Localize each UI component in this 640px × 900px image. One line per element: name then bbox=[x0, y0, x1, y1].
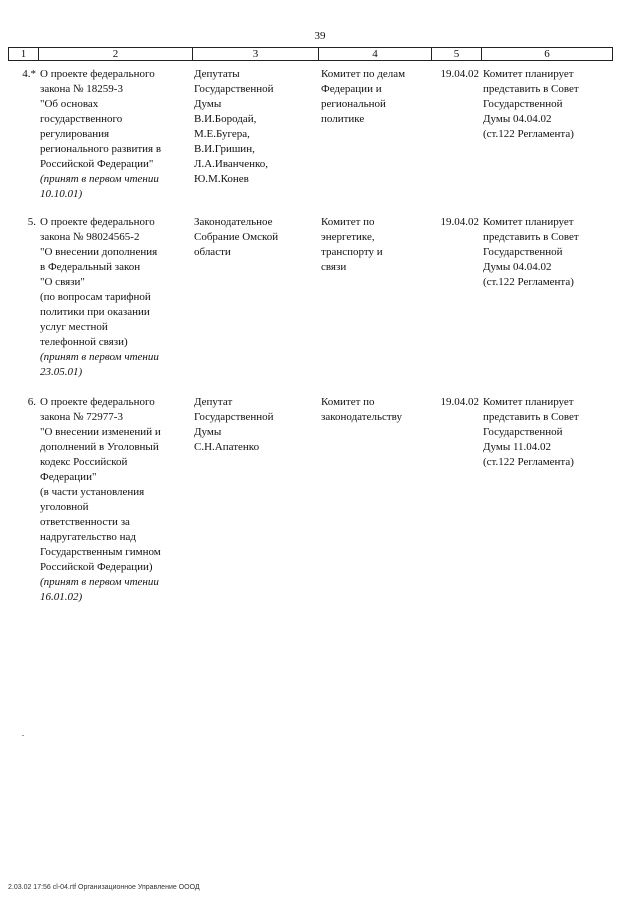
committee-plan-line: представить в Совет bbox=[483, 411, 579, 423]
bill-title-line: регионального развития в bbox=[40, 143, 162, 155]
bill-title-line: Государственным гимном bbox=[40, 546, 161, 558]
bill-title-line: О проекте федерального bbox=[40, 68, 155, 80]
committee-plan-line: представить в Совет bbox=[483, 231, 579, 243]
initiator-line: области bbox=[194, 246, 231, 258]
initiator-line: Думы bbox=[194, 426, 222, 438]
column-header-2: 2 bbox=[39, 48, 193, 61]
scan-mark bbox=[22, 735, 24, 736]
initiator bbox=[194, 395, 316, 455]
committee-plan-line: Думы 04.04.02 bbox=[483, 113, 552, 125]
column-header-1: 1 bbox=[9, 48, 39, 61]
bill-title-line: "Об основах bbox=[40, 98, 99, 110]
responsible-committee-line: связи bbox=[321, 261, 347, 273]
committee-plan-line: Государственной bbox=[483, 246, 563, 258]
bill-title-line: в Федеральный закон bbox=[40, 261, 141, 273]
bill-title-line: Федерации" bbox=[40, 471, 97, 483]
bill-title-line: закона № 18259-3 bbox=[40, 83, 123, 95]
initiator-line: Государственной bbox=[194, 83, 274, 95]
responsible-committee-line: Комитет по bbox=[321, 396, 375, 408]
row-number: 4.* bbox=[22, 68, 36, 80]
bill-title-line: надругательство над bbox=[40, 531, 136, 543]
initiator-line: Собрание Омской bbox=[194, 231, 279, 243]
responsible-committee-line: транспорту и bbox=[321, 246, 383, 258]
bill-title-line: (по вопросам тарифной bbox=[40, 291, 151, 303]
row-number: 6. bbox=[27, 396, 36, 408]
responsible-committee-line: политике bbox=[321, 113, 365, 125]
bill-title-line: государственного bbox=[40, 113, 123, 125]
file-footer: 2.03.02 17:56 cl-04.rtf Организационное Управление ОООД bbox=[8, 884, 200, 891]
initiator-line: Законодательное bbox=[194, 216, 273, 228]
committee-plan-line: Комитет планирует bbox=[483, 396, 574, 408]
column-header-3: 3 bbox=[193, 48, 319, 61]
bill-title-line: дополнений в Уголовный bbox=[40, 441, 159, 453]
bill-title-line: (в части установления bbox=[40, 486, 145, 498]
initiator-line: Думы bbox=[194, 98, 222, 110]
initiator-line: Депутат bbox=[194, 396, 233, 408]
initiator-line: С.Н.Апатенко bbox=[194, 441, 260, 453]
committee-plan-line: Думы 11.04.02 bbox=[483, 441, 552, 453]
bill-title-line: Российской Федерации" bbox=[40, 158, 154, 170]
bill-title-line: О проекте федерального bbox=[40, 396, 155, 408]
bill-title-line: О проекте федерального bbox=[40, 216, 155, 228]
submission-date: 19.04.02 bbox=[440, 396, 479, 408]
bill-title-line: "О внесении изменений и bbox=[40, 426, 161, 438]
committee-plan-line: (ст.122 Регламента) bbox=[483, 128, 574, 140]
bill-title bbox=[40, 215, 190, 380]
reading-status-line: 23.05.01) bbox=[40, 366, 83, 378]
bill-title-line: Российской Федерации) bbox=[40, 561, 153, 573]
initiator-line: Депутаты bbox=[194, 68, 240, 80]
reading-status-line: (принят в первом чтении bbox=[40, 351, 159, 363]
bill-title-line: "О связи" bbox=[40, 276, 85, 288]
reading-status-line: 10.10.01) bbox=[40, 188, 83, 200]
initiator-line: Государственной bbox=[194, 411, 274, 423]
column-header-row bbox=[9, 48, 613, 61]
initiator bbox=[194, 215, 316, 260]
bill-title-line: ответственности за bbox=[40, 516, 130, 528]
bill-title-line: политики при оказании bbox=[40, 306, 150, 318]
responsible-committee-line: энергетике, bbox=[321, 231, 375, 243]
responsible-committee-line: Федерации и bbox=[321, 83, 382, 95]
committee-plan-line: Комитет планирует bbox=[483, 68, 574, 80]
submission-date: 19.04.02 bbox=[440, 216, 479, 228]
bill-title-line: уголовной bbox=[40, 501, 89, 513]
committee-plan-line: Государственной bbox=[483, 426, 563, 438]
submission-date: 19.04.02 bbox=[440, 68, 479, 80]
bill-title-line: услуг местной bbox=[40, 321, 108, 333]
bill-title-line: закона № 98024565-2 bbox=[40, 231, 140, 243]
committee-plan-line: Государственной bbox=[483, 98, 563, 110]
responsible-committee-line: Комитет по bbox=[321, 216, 375, 228]
responsible-committee-line: Комитет по делам bbox=[321, 68, 406, 80]
committee-plan-line: Думы 04.04.02 bbox=[483, 261, 552, 273]
initiator-line: В.И.Бородай, bbox=[194, 113, 257, 125]
column-header-6: 6 bbox=[482, 48, 613, 61]
responsible-committee-line: региональной bbox=[321, 98, 386, 110]
bill-title-line: закона № 72977-3 bbox=[40, 411, 123, 423]
committee-plan-line: представить в Совет bbox=[483, 83, 579, 95]
committee-plan-line: (ст.122 Регламента) bbox=[483, 456, 574, 468]
bill-title-line: телефонной связи) bbox=[40, 336, 128, 348]
committee-plan-line: (ст.122 Регламента) bbox=[483, 276, 574, 288]
reading-status-line: (принят в первом чтении bbox=[40, 173, 159, 185]
committee-plan bbox=[483, 67, 613, 142]
committee-plan bbox=[483, 215, 613, 290]
row-number: 5. bbox=[27, 216, 36, 228]
committee-plan-line: Комитет планирует bbox=[483, 216, 574, 228]
committee-plan bbox=[483, 395, 613, 470]
initiator-line: М.Е.Бугера, bbox=[194, 128, 250, 140]
reading-status-line: 16.01.02) bbox=[40, 591, 83, 603]
column-header-table bbox=[8, 47, 613, 61]
initiator-line: Л.А.Иванченко, bbox=[194, 158, 269, 170]
bill-title-line: кодекс Российской bbox=[40, 456, 128, 468]
page-number: 39 bbox=[314, 30, 326, 42]
responsible-committee-line: законодательству bbox=[321, 411, 402, 423]
bill-title bbox=[40, 67, 190, 202]
column-header-4: 4 bbox=[319, 48, 432, 61]
responsible-committee bbox=[321, 395, 429, 425]
bill-title-line: "О внесении дополнения bbox=[40, 246, 158, 258]
reading-status-line: (принят в первом чтении bbox=[40, 576, 159, 588]
responsible-committee bbox=[321, 67, 429, 127]
responsible-committee bbox=[321, 215, 429, 275]
bill-title bbox=[40, 395, 190, 605]
initiator bbox=[194, 67, 316, 187]
initiator-line: Ю.М.Конев bbox=[194, 173, 249, 185]
bill-title-line: регулирования bbox=[40, 128, 110, 140]
initiator-line: В.И.Гришин, bbox=[194, 143, 255, 155]
column-header-5: 5 bbox=[432, 48, 482, 61]
